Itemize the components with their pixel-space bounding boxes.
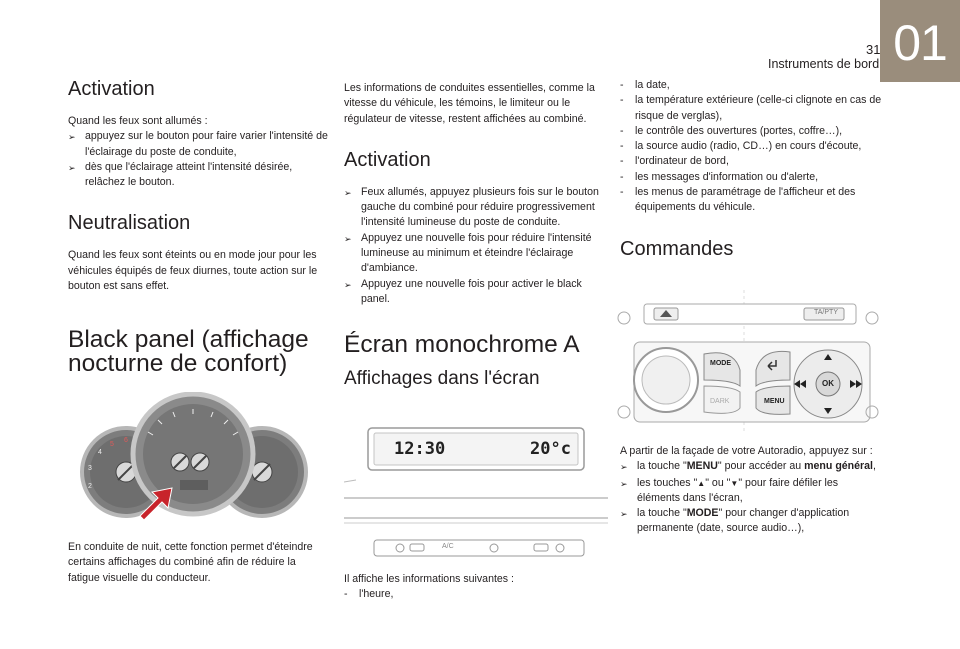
bullet-marker-icon: ➢ xyxy=(620,462,628,473)
svg-text:4: 4 xyxy=(98,449,102,456)
activation-heading-2: Activation xyxy=(344,148,431,171)
black-panel-heading: Black panel (affichage nocturne de confort) xyxy=(68,326,309,378)
dash-item: - l'heure, xyxy=(344,588,394,601)
column-2 xyxy=(344,81,606,390)
bullet-item: ➢ Appuyez une nouvelle fois pour activer le black panel. xyxy=(344,277,606,308)
bullet-marker-icon: ➢ xyxy=(620,509,628,520)
dash-item: - le contrôle des ouvertures (portes, coffre…), xyxy=(620,124,843,137)
neutralisation-text: Quand les feux sont éteints ou en mode jour pour les véhicules équipés de feux diurnes, toute action sur le bouton est sans effet. xyxy=(68,249,318,293)
info-list-start: Il affiche les informations suivantes : - l'heure, xyxy=(344,572,606,603)
column-3 xyxy=(620,78,882,274)
bullet-marker-icon: ➢ xyxy=(620,478,628,489)
dark-button-label: DARK xyxy=(710,398,730,405)
neutralisation-heading: Neutralisation xyxy=(68,212,191,235)
dash-item: - la date, xyxy=(620,79,670,91)
bullet-marker-icon: ➢ xyxy=(68,132,76,143)
svg-text:2: 2 xyxy=(88,483,92,490)
activation-intro: Quand les feux sont allumés : xyxy=(68,115,208,127)
dash-item: - les menus de paramétrage de l'afficheur et des équipements du véhicule. xyxy=(620,186,856,214)
bullet-item: ➢ appuyez sur le bouton pour faire varier l'intensité de l'éclairage du poste de conduite, xyxy=(68,129,330,160)
bullet-marker-icon: ➢ xyxy=(344,279,352,290)
intro-text: Les informations de conduites essentielles, comme la vitesse du véhicule, les témoins, le limiteur ou le régulateur de vitesse, restent affichées au combiné. xyxy=(344,82,595,125)
dash-item: - l'ordinateur de bord, xyxy=(620,155,729,168)
bullet-marker-icon: ➢ xyxy=(344,187,352,198)
black-panel-paragraph: En conduite de nuit, cette fonction permet d'éteindre certains affichages du combiné afin de réduire la fatigue visuelle du conducteur. xyxy=(68,541,313,584)
bullet-item: ➢ Appuyez une nouvelle fois pour réduire l'intensité lumineuse au minimum et éteindre l'éclairage d'ambiance. xyxy=(344,231,606,277)
menu-button-label: MENU xyxy=(764,398,785,405)
dash-item: - la source audio (radio, CD…) en cours d'écoute, xyxy=(620,140,862,153)
dash-item: - la température extérieure (celle-ci clignote en cas de risque de verglas), xyxy=(620,94,882,122)
bullet-item: ➢ Feux allumés, appuyez plusieurs fois sur le bouton gauche du combiné pour réduire progressivement l'intensité lumineuse du poste de conduite. xyxy=(344,185,606,231)
bullet-marker-icon: ➢ xyxy=(344,233,352,244)
column-1 xyxy=(68,78,330,376)
display-time: 12:30 xyxy=(394,439,446,459)
bullet-item: ➢ la touche "MENU" pour accéder au menu général, xyxy=(620,459,882,475)
svg-text:3: 3 xyxy=(88,465,92,472)
mode-button-label: MODE xyxy=(710,360,731,367)
svg-text:5: 5 xyxy=(110,441,114,448)
screen-heading: Écran monochrome A xyxy=(344,331,580,359)
ta-pty-label: TA/PTY xyxy=(814,309,838,316)
section-title: Instruments de bord xyxy=(768,57,880,71)
svg-text:6: 6 xyxy=(124,437,128,444)
bullet-item: ➢ les touches "▲" ou "▼" pour faire défiler les éléments dans l'écran, xyxy=(620,476,882,507)
autoradio-panel-illustration xyxy=(614,290,884,432)
bullet-item: ➢ la touche "MODE" pour changer d'application permanente (date, source audio…), xyxy=(620,506,882,537)
activation-heading: Activation xyxy=(68,78,155,100)
monochrome-screen-illustration xyxy=(344,420,608,560)
bullet-item: ➢ dès que l'éclairage atteint l'intensité désirée, relâchez le bouton. xyxy=(68,160,330,191)
commandes-text: A partir de la façade de votre Autoradio, appuyez sur : ➢ la touche "MENU" pour accéder au menu général, ➢ les touches "▲" ou "▼" pour faire défiler les éléments dans l'écran, ➢ la touche "MODE" pour changer d'application permanente (date, source audio…), xyxy=(620,444,882,537)
dash-item: - les messages d'information ou d'alerte, xyxy=(620,170,819,183)
commandes-heading: Commandes xyxy=(620,237,734,260)
bullet-marker-icon: ➢ xyxy=(68,162,76,173)
chapter-tab: 01 xyxy=(880,0,960,82)
page-number: 31 xyxy=(866,42,881,57)
ac-label: A/C xyxy=(442,543,454,550)
ok-button-label: OK xyxy=(822,379,834,388)
display-temperature: 20°c xyxy=(530,439,571,459)
screen-subheading: Affichages dans l'écran xyxy=(344,368,540,390)
instrument-cluster-illustration xyxy=(68,392,318,520)
